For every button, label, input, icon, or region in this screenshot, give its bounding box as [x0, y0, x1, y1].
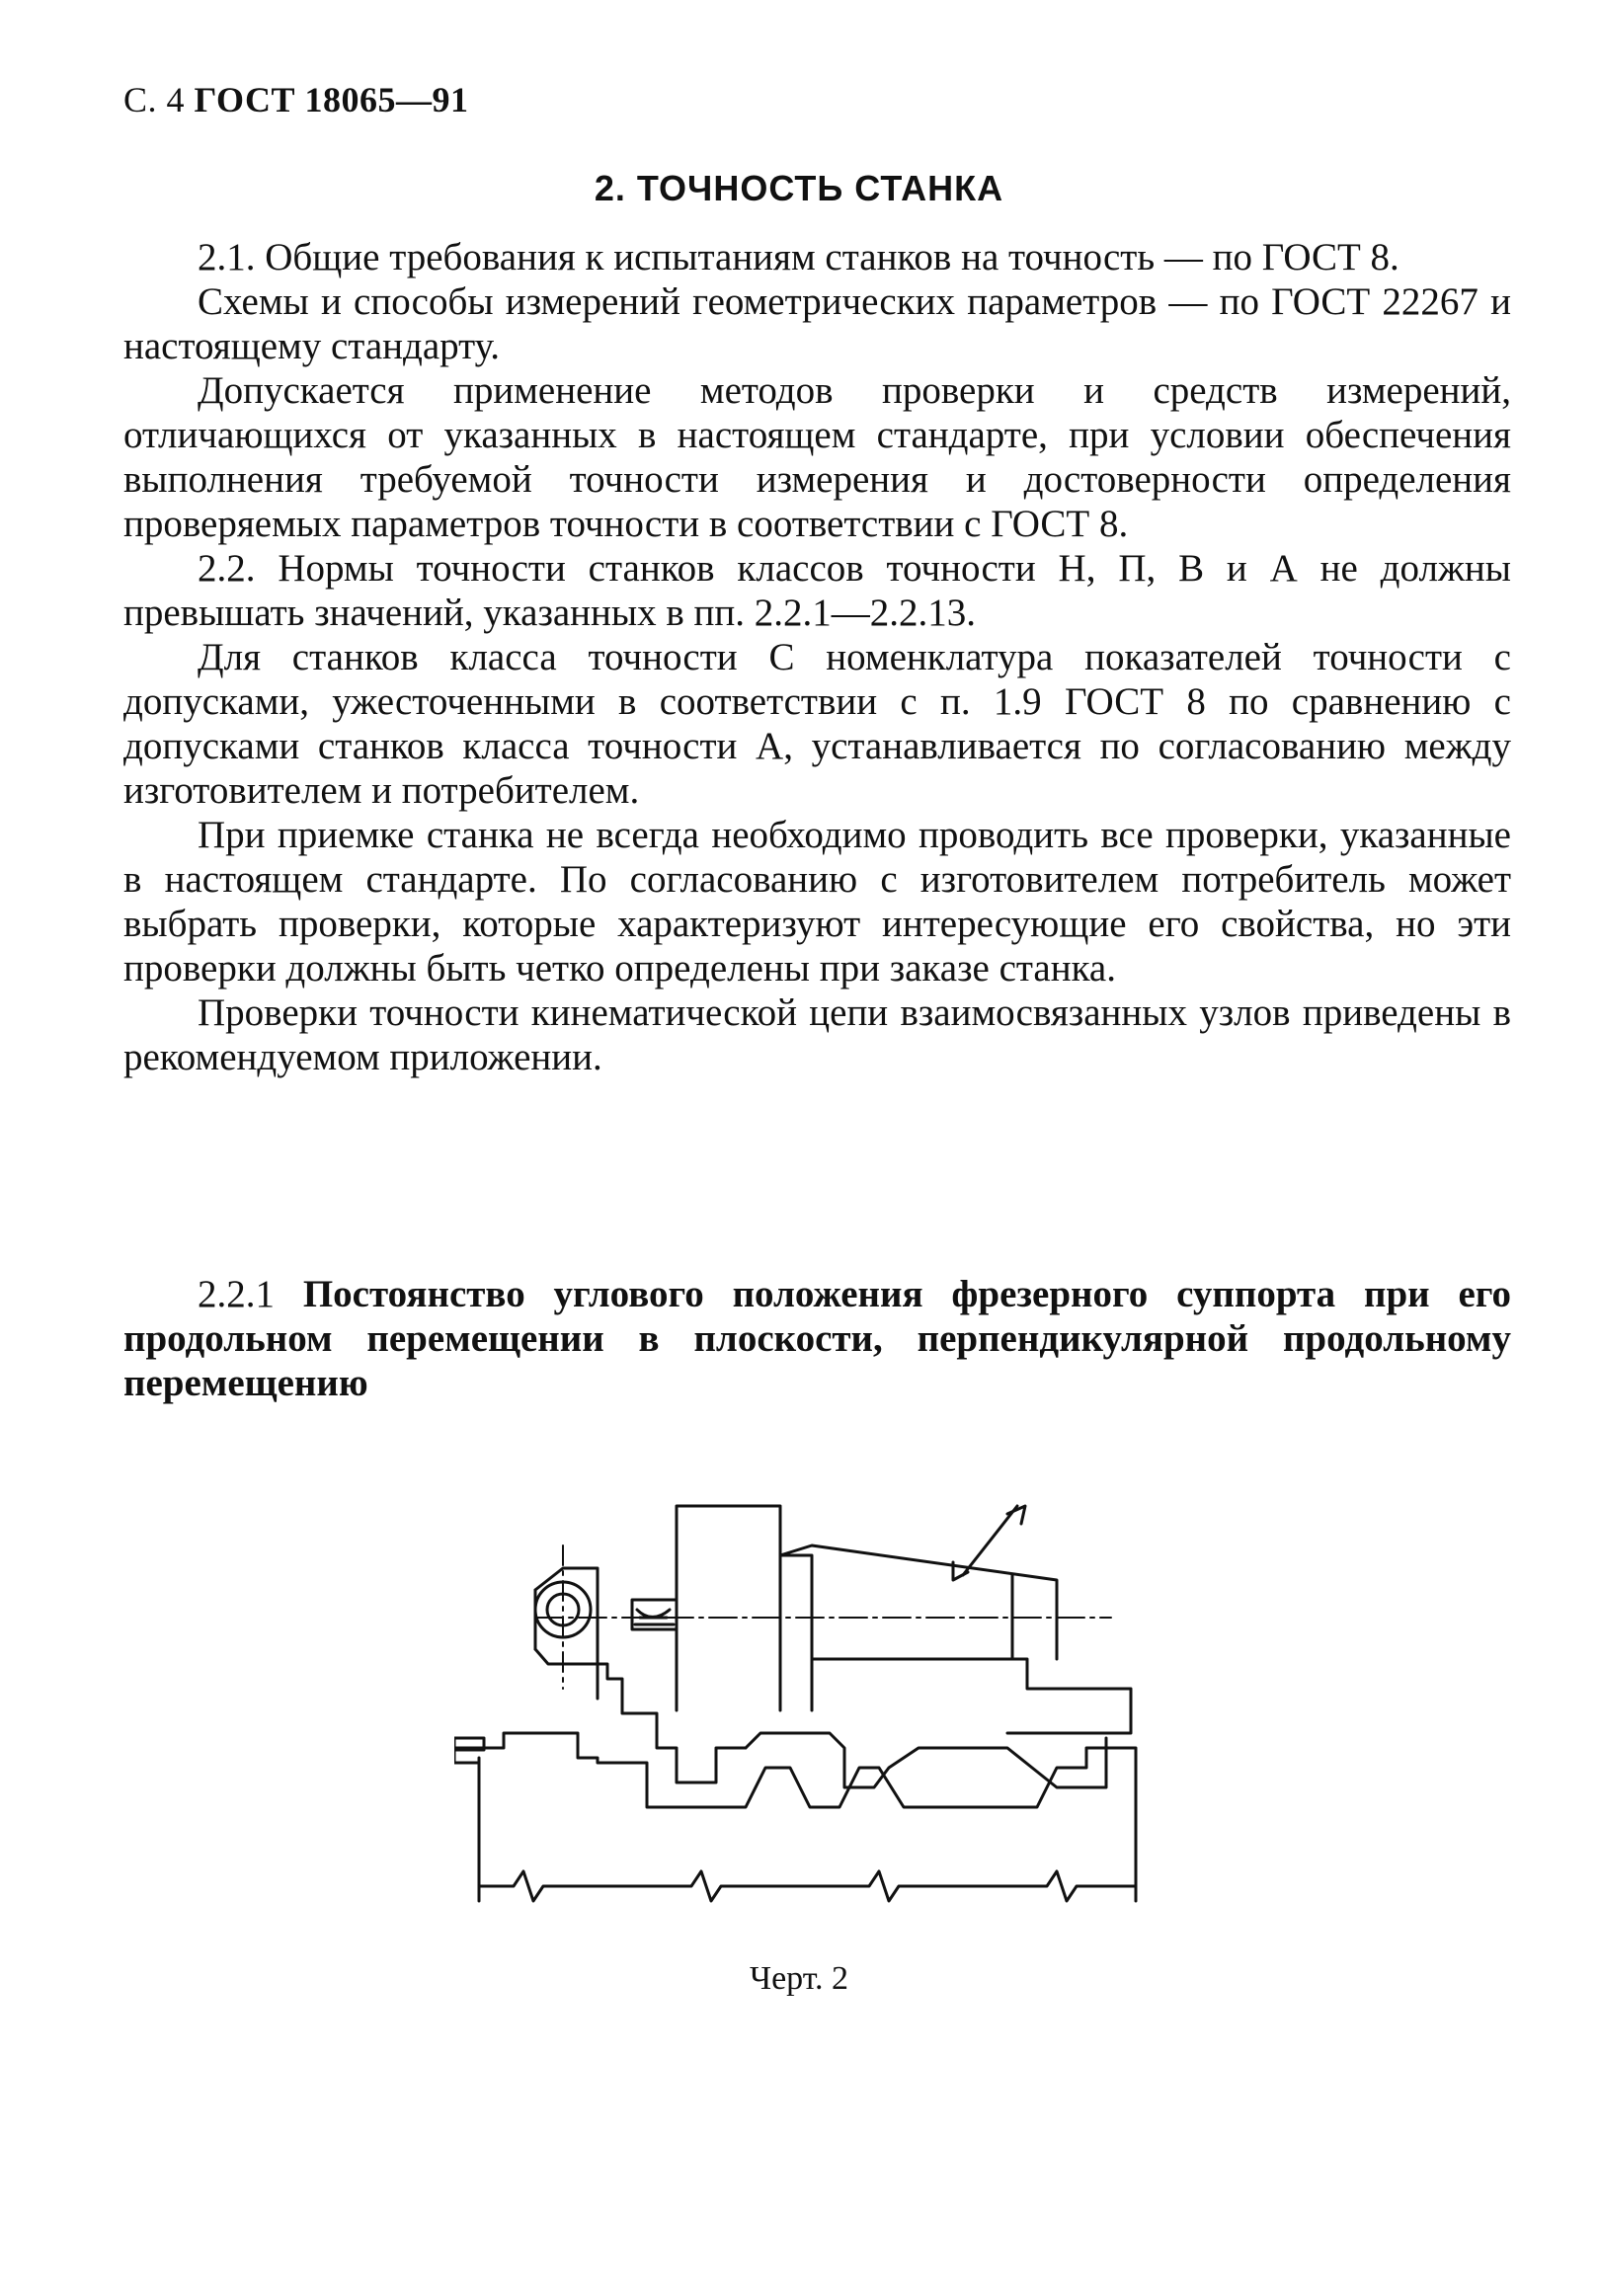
break-line — [479, 1871, 1136, 1901]
paragraph-methods: Допускается применение методов проверки и средств измерений, отличающихся от указанных в настоящем стандарте, при условии обеспечения выполнения требуемой точности измерения и достоверности определения проверяемых параметров точности в соответствии с ГОСТ 8. — [123, 369, 1511, 545]
page-header — [123, 79, 468, 120]
paragraph-schemes: Схемы и способы измерений геометрических параметров — по ГОСТ 22267 и настоящему стандарту. — [123, 280, 1511, 367]
page-number: С. 4 — [123, 80, 186, 119]
section-title: 2. ТОЧНОСТЬ СТАНКА — [594, 168, 1004, 208]
figure-caption: Черт. 2 — [749, 1960, 849, 1997]
paragraph-2-1: 2.1. Общие требования к испытаниям станков на точность — по ГОСТ 8. — [198, 236, 1399, 278]
body-text — [123, 235, 1511, 1079]
subsection-heading — [123, 1272, 1511, 1405]
direction-arrow — [953, 1506, 1025, 1580]
subsection-title: Постоянство углового положения фрезерного суппорта при его продольном перемещении в плоскости, перпендикулярной продольному перемещению — [123, 1273, 1512, 1404]
paragraph-class-c: Для станков класса точности С номенклатура показателей точности с допусками, ужесточенными в соответствии с п. 1.9 ГОСТ 8 по сравнению с допусками станков класса точности А, устанавливается по согласованию между изготовителем и потребителем. — [123, 636, 1511, 812]
paragraph-kinematic: Проверки точности кинематической цепи взаимосвязанных узлов приведены в рекомендуемом приложении. — [123, 991, 1511, 1078]
subsection-number: 2.2.1 — [198, 1273, 275, 1315]
support-column — [677, 1506, 812, 1710]
paragraph-acceptance: При приемке станка не всегда необходимо проводить все проверки, указанные в настоящем стандарте. По согласованию с изготовителем потребитель может выбрать проверки, которые характеризуют интересующие его свойства, но эти проверки должны быть четко определены при заказе станка. — [123, 814, 1511, 990]
paragraph-2-2: 2.2. Нормы точности станков классов точности Н, П, В и А не должны превышать значений, указанных в пп. 2.2.1—2.2.13. — [123, 547, 1511, 634]
machine-drawing — [454, 1452, 1165, 1936]
standard-code: ГОСТ 18065—91 — [194, 80, 469, 119]
milling-head — [780, 1545, 1057, 1659]
